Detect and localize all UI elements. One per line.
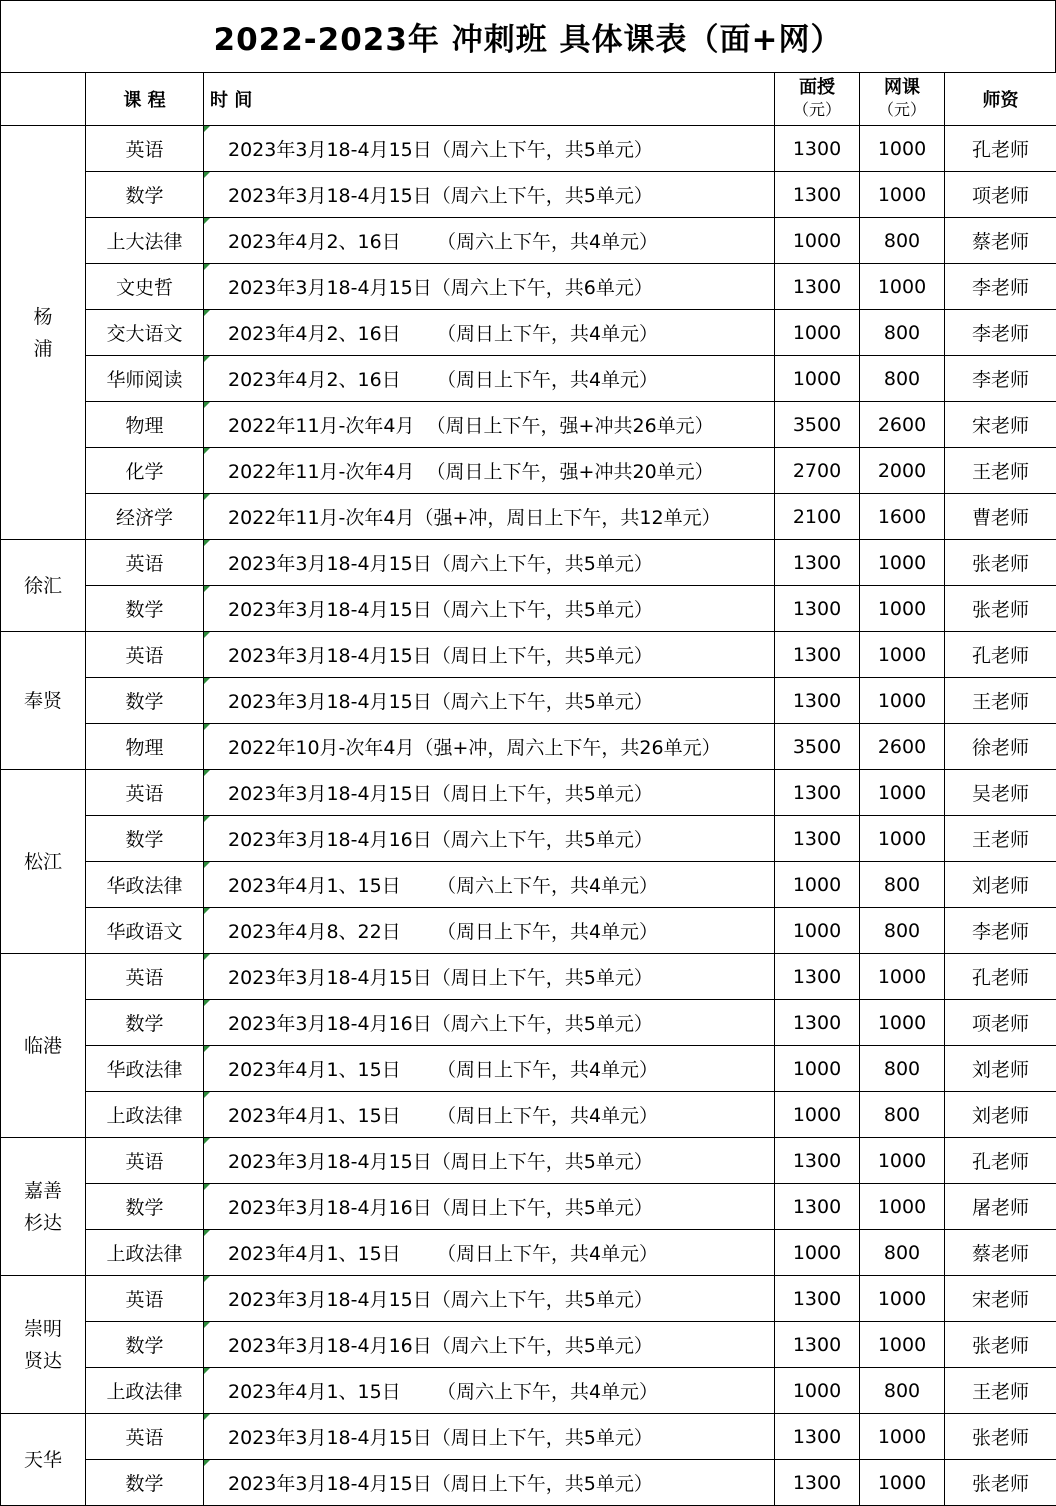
campus-cell [1, 632, 86, 770]
course-cell: 英语 [86, 1414, 204, 1460]
offline-price-cell: 1300 [775, 1276, 860, 1322]
time-cell: 2022年11月-次年4月（强+冲，周日上下午，共12单元） [204, 494, 775, 540]
table-row [1, 126, 1056, 172]
header-row [1, 73, 1056, 126]
schedule-body [1, 126, 1056, 1506]
online-price-cell: 800 [860, 1046, 945, 1092]
time-cell: 2023年3月18-4月15日（周六上下午，共5单元） [204, 126, 775, 172]
time-cell: 2023年3月18-4月16日（周六上下午，共5单元） [204, 1000, 775, 1046]
teacher-cell: 李老师 [945, 310, 1056, 356]
table-row [1, 678, 1056, 724]
teacher-cell: 吴老师 [945, 770, 1056, 816]
course-cell: 英语 [86, 540, 204, 586]
course-cell: 数学 [86, 1460, 204, 1506]
online-price-cell: 1000 [860, 816, 945, 862]
time-cell: 2023年4月2、16日 （周六上下午，共4单元） [204, 218, 775, 264]
time-cell: 2023年3月18-4月15日（周日上下午，共5单元） [204, 1138, 775, 1184]
offline-price-cell: 1000 [775, 1092, 860, 1138]
course-cell: 上大法律 [86, 218, 204, 264]
course-cell: 经济学 [86, 494, 204, 540]
campus-cell [1, 126, 86, 540]
offline-price-cell: 2100 [775, 494, 860, 540]
teacher-cell: 王老师 [945, 678, 1056, 724]
time-cell: 2023年3月18-4月15日（周日上下午，共5单元） [204, 954, 775, 1000]
online-price-cell: 1000 [860, 126, 945, 172]
course-cell: 上政法律 [86, 1230, 204, 1276]
teacher-cell: 李老师 [945, 356, 1056, 402]
offline-price-cell: 1300 [775, 586, 860, 632]
teacher-cell: 张老师 [945, 586, 1056, 632]
course-cell: 上政法律 [86, 1368, 204, 1414]
teacher-cell: 张老师 [945, 1414, 1056, 1460]
teacher-cell: 项老师 [945, 1000, 1056, 1046]
online-price-cell: 800 [860, 356, 945, 402]
online-price-cell: 1000 [860, 172, 945, 218]
time-cell: 2022年10月-次年4月（强+冲，周六上下午，共26单元） [204, 724, 775, 770]
header-offline-price [775, 73, 860, 126]
table-row [1, 724, 1056, 770]
offline-price-cell: 1300 [775, 770, 860, 816]
teacher-cell: 张老师 [945, 1460, 1056, 1506]
teacher-cell: 王老师 [945, 1368, 1056, 1414]
table-row [1, 632, 1056, 678]
offline-price-cell: 1000 [775, 218, 860, 264]
time-cell: 2023年3月18-4月15日（周六上下午，共5单元） [204, 1276, 775, 1322]
time-cell: 2023年3月18-4月15日（周六上下午，共5单元） [204, 540, 775, 586]
offline-price-cell: 1300 [775, 1322, 860, 1368]
course-cell: 数学 [86, 678, 204, 724]
campus-name-line: 临港 [1, 1030, 85, 1062]
teacher-cell: 宋老师 [945, 1276, 1056, 1322]
offline-price-cell: 1300 [775, 540, 860, 586]
course-cell: 英语 [86, 1138, 204, 1184]
campus-cell [1, 770, 86, 954]
teacher-cell: 蔡老师 [945, 218, 1056, 264]
time-cell: 2023年4月8、22日 （周日上下午，共4单元） [204, 908, 775, 954]
online-price-cell: 1000 [860, 540, 945, 586]
offline-price-cell: 1300 [775, 1000, 860, 1046]
time-cell: 2023年3月18-4月15日（周六上下午，共5单元） [204, 586, 775, 632]
campus-cell [1, 540, 86, 632]
offline-price-cell: 1300 [775, 126, 860, 172]
online-price-cell: 800 [860, 1368, 945, 1414]
table-row [1, 1414, 1056, 1460]
teacher-cell: 李老师 [945, 264, 1056, 310]
teacher-cell: 孔老师 [945, 126, 1056, 172]
course-cell: 文史哲 [86, 264, 204, 310]
teacher-cell: 孔老师 [945, 1138, 1056, 1184]
teacher-cell: 王老师 [945, 448, 1056, 494]
online-price-cell: 1000 [860, 678, 945, 724]
offline-price-cell: 1300 [775, 1460, 860, 1506]
online-price-cell: 1000 [860, 954, 945, 1000]
time-cell: 2023年3月18-4月16日（周六上下午，共5单元） [204, 1322, 775, 1368]
campus-name-line: 嘉善 [1, 1175, 85, 1207]
online-price-cell: 1000 [860, 632, 945, 678]
campus-name-line: 贤达 [1, 1345, 85, 1377]
online-price-cell: 1000 [860, 770, 945, 816]
time-cell: 2022年11月-次年4月 （周日上下午，强+冲共20单元） [204, 448, 775, 494]
course-cell: 华政法律 [86, 862, 204, 908]
table-row [1, 448, 1056, 494]
teacher-cell: 曹老师 [945, 494, 1056, 540]
teacher-cell: 屠老师 [945, 1184, 1056, 1230]
teacher-cell: 宋老师 [945, 402, 1056, 448]
course-cell: 英语 [86, 1276, 204, 1322]
online-price-cell: 1000 [860, 1414, 945, 1460]
campus-cell [1, 1138, 86, 1276]
teacher-cell: 孔老师 [945, 632, 1056, 678]
campus-name-line: 天华 [1, 1444, 85, 1476]
teacher-cell: 项老师 [945, 172, 1056, 218]
online-price-cell: 800 [860, 310, 945, 356]
online-price-cell: 1000 [860, 1000, 945, 1046]
course-cell: 化学 [86, 448, 204, 494]
time-cell: 2023年3月18-4月15日（周日上下午，共5单元） [204, 632, 775, 678]
table-row [1, 586, 1056, 632]
online-price-cell: 2000 [860, 448, 945, 494]
offline-price-cell: 1000 [775, 908, 860, 954]
header-teacher: 师资 [945, 73, 1056, 126]
time-cell: 2023年3月18-4月15日（周日上下午，共5单元） [204, 1460, 775, 1506]
table-row [1, 1138, 1056, 1184]
table-row [1, 1276, 1056, 1322]
campus-cell [1, 954, 86, 1138]
table-row [1, 264, 1056, 310]
time-cell: 2023年4月1、15日 （周日上下午，共4单元） [204, 1230, 775, 1276]
online-price-cell: 800 [860, 862, 945, 908]
offline-price-cell: 1300 [775, 1138, 860, 1184]
table-row [1, 1000, 1056, 1046]
time-cell: 2022年11月-次年4月 （周日上下午，强+冲共26单元） [204, 402, 775, 448]
course-cell: 华政法律 [86, 1046, 204, 1092]
course-cell: 交大语文 [86, 310, 204, 356]
course-cell: 上政法律 [86, 1092, 204, 1138]
table-row [1, 1368, 1056, 1414]
campus-name-line: 徐汇 [1, 570, 85, 602]
online-price-cell: 2600 [860, 402, 945, 448]
course-cell: 数学 [86, 586, 204, 632]
time-cell: 2023年3月18-4月15日（周日上下午，共5单元） [204, 1414, 775, 1460]
table-row [1, 1092, 1056, 1138]
campus-cell [1, 1414, 86, 1506]
campus-name-line: 浦 [1, 333, 85, 365]
course-cell: 华师阅读 [86, 356, 204, 402]
table-row [1, 770, 1056, 816]
time-cell: 2023年3月18-4月15日（周日上下午，共5单元） [204, 770, 775, 816]
online-price-cell: 1000 [860, 1184, 945, 1230]
course-cell: 华政语文 [86, 908, 204, 954]
offline-price-cell: 1000 [775, 1230, 860, 1276]
offline-price-cell: 1000 [775, 356, 860, 402]
offline-price-cell: 1000 [775, 1368, 860, 1414]
teacher-cell: 孔老师 [945, 954, 1056, 1000]
table-row [1, 1046, 1056, 1092]
teacher-cell: 刘老师 [945, 1046, 1056, 1092]
header-time: 时 间 [204, 73, 775, 126]
time-cell: 2023年3月18-4月15日（周六上下午，共5单元） [204, 678, 775, 724]
table-row [1, 862, 1056, 908]
offline-price-cell: 1300 [775, 172, 860, 218]
teacher-cell: 张老师 [945, 1322, 1056, 1368]
table-row [1, 402, 1056, 448]
table-row [1, 1184, 1056, 1230]
course-cell: 数学 [86, 1184, 204, 1230]
table-row [1, 1460, 1056, 1506]
table-row [1, 540, 1056, 586]
table-row [1, 954, 1056, 1000]
campus-name-line: 松江 [1, 846, 85, 878]
table-row [1, 1322, 1056, 1368]
header-online-price [860, 73, 945, 126]
teacher-cell: 李老师 [945, 908, 1056, 954]
online-price-cell: 1000 [860, 1276, 945, 1322]
course-cell: 英语 [86, 770, 204, 816]
time-cell: 2023年4月1、15日 （周日上下午，共4单元） [204, 1092, 775, 1138]
page-title: 2022-2023年 冲刺班 具体课表（面+网） [0, 0, 1056, 72]
course-cell: 数学 [86, 816, 204, 862]
header-course: 课 程 [86, 73, 204, 126]
campus-name-line: 奉贤 [1, 685, 85, 717]
table-row [1, 908, 1056, 954]
time-cell: 2023年3月18-4月16日（周六上下午，共5单元） [204, 816, 775, 862]
offline-price-cell: 1300 [775, 816, 860, 862]
course-cell: 物理 [86, 724, 204, 770]
course-cell: 英语 [86, 954, 204, 1000]
online-price-cell: 2600 [860, 724, 945, 770]
campus-name-line: 杨 [1, 301, 85, 333]
teacher-cell: 王老师 [945, 816, 1056, 862]
online-price-cell: 800 [860, 1092, 945, 1138]
teacher-cell: 刘老师 [945, 862, 1056, 908]
course-cell: 英语 [86, 632, 204, 678]
time-cell: 2023年4月1、15日 （周日上下午，共4单元） [204, 1046, 775, 1092]
offline-price-cell: 1000 [775, 1046, 860, 1092]
offline-price-cell: 1300 [775, 264, 860, 310]
online-price-cell: 800 [860, 218, 945, 264]
offline-price-cell: 1300 [775, 1184, 860, 1230]
header-online-line2: （元） [860, 99, 944, 121]
course-cell: 数学 [86, 1322, 204, 1368]
header-online-line1: 网课 [860, 77, 944, 99]
time-cell: 2023年3月18-4月16日（周日上下午，共5单元） [204, 1184, 775, 1230]
offline-price-cell: 1000 [775, 310, 860, 356]
header-offline-line1: 面授 [775, 77, 859, 99]
course-cell: 英语 [86, 126, 204, 172]
online-price-cell: 1000 [860, 586, 945, 632]
online-price-cell: 800 [860, 1230, 945, 1276]
table-row [1, 172, 1056, 218]
campus-cell [1, 1276, 86, 1414]
time-cell: 2023年3月18-4月15日（周六上下午，共6单元） [204, 264, 775, 310]
online-price-cell: 1000 [860, 1322, 945, 1368]
time-cell: 2023年4月1、15日 （周六上下午，共4单元） [204, 862, 775, 908]
table-row [1, 310, 1056, 356]
table-row [1, 218, 1056, 264]
campus-name-line: 崇明 [1, 1313, 85, 1345]
table-row [1, 816, 1056, 862]
header-campus [1, 73, 86, 126]
schedule-table [0, 72, 1056, 1506]
offline-price-cell: 1000 [775, 862, 860, 908]
offline-price-cell: 3500 [775, 724, 860, 770]
course-cell: 物理 [86, 402, 204, 448]
table-row [1, 356, 1056, 402]
teacher-cell: 张老师 [945, 540, 1056, 586]
table-row [1, 1230, 1056, 1276]
online-price-cell: 1000 [860, 264, 945, 310]
time-cell: 2023年4月2、16日 （周日上下午，共4单元） [204, 310, 775, 356]
offline-price-cell: 1300 [775, 954, 860, 1000]
table-row [1, 494, 1056, 540]
teacher-cell: 徐老师 [945, 724, 1056, 770]
time-cell: 2023年4月1、15日 （周六上下午，共4单元） [204, 1368, 775, 1414]
time-cell: 2023年4月2、16日 （周日上下午，共4单元） [204, 356, 775, 402]
teacher-cell: 刘老师 [945, 1092, 1056, 1138]
course-cell: 数学 [86, 172, 204, 218]
offline-price-cell: 1300 [775, 632, 860, 678]
time-cell: 2023年3月18-4月15日（周六上下午，共5单元） [204, 172, 775, 218]
offline-price-cell: 1300 [775, 1414, 860, 1460]
offline-price-cell: 3500 [775, 402, 860, 448]
online-price-cell: 1600 [860, 494, 945, 540]
online-price-cell: 1000 [860, 1460, 945, 1506]
offline-price-cell: 2700 [775, 448, 860, 494]
online-price-cell: 1000 [860, 1138, 945, 1184]
course-cell: 数学 [86, 1000, 204, 1046]
teacher-cell: 蔡老师 [945, 1230, 1056, 1276]
offline-price-cell: 1300 [775, 678, 860, 724]
campus-name-line: 杉达 [1, 1207, 85, 1239]
header-offline-line2: （元） [775, 99, 859, 121]
online-price-cell: 800 [860, 908, 945, 954]
